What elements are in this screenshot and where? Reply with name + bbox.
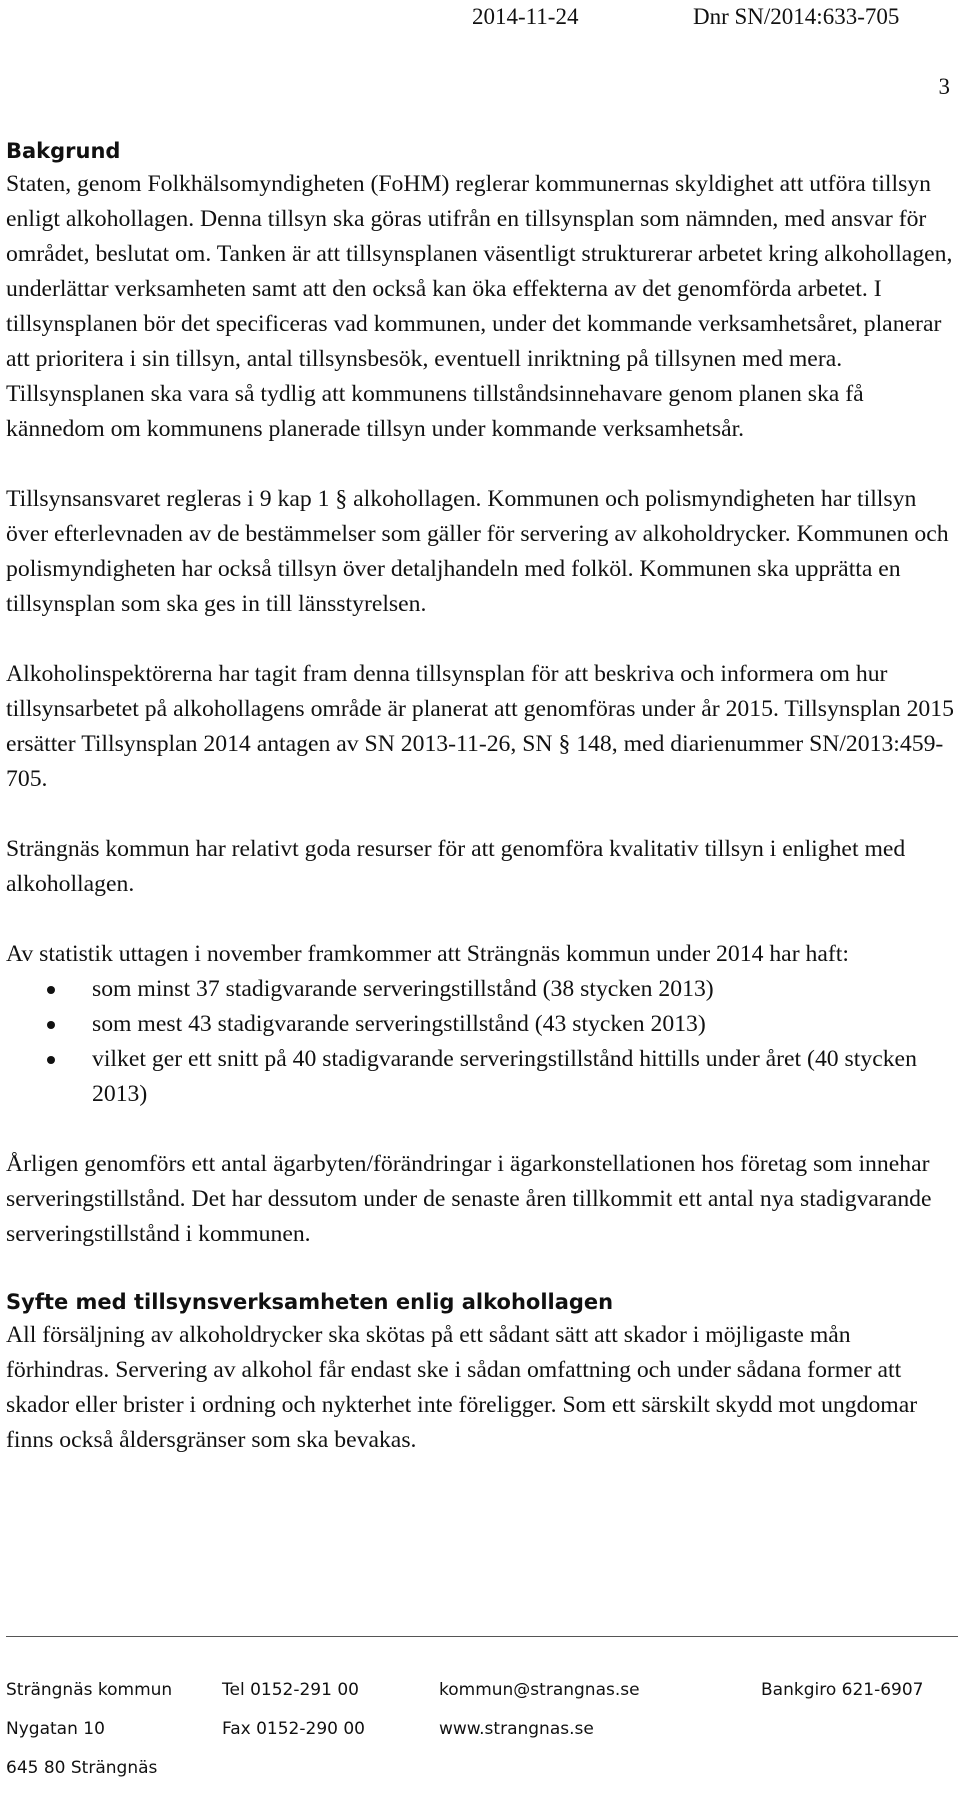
ownership-change-paragraph: Årligen genomförs ett antal ägarbyten/förändringar i ägarkonstellationen hos företag som innehar serveringstillstånd. Det har dessutom under de senaste åren tillkommit ett antal nya stadigvarande serveringstillstånd i kommunen.	[6, 1151, 932, 1247]
purpose-heading: Syfte med tillsynsverksamheten enlig alkohollagen	[6, 1290, 614, 1314]
statistics-item-text: vilket ger ett snitt på 40 stadigvarande serveringstillstånd hittills under året (40 stycken 2013)	[92, 1046, 917, 1107]
page-number: 3	[938, 74, 950, 99]
background-paragraph-3: Alkoholinspektörerna har tagit fram denna tillsynsplan för att beskriva och informera om hur tillsynsarbetet på alkohollagens område är planerat att genomföras under år 2015. Tillsynsplan 2015 ersätter Tillsynsplan 2014 antagen av SN 2013-11-26, SN § 148, med diarienummer SN/2013:459-705.	[6, 661, 954, 792]
statistics-item	[6, 1042, 954, 1112]
purpose-paragraph: All försäljning av alkoholdrycker ska skötas på ett sådant sätt att skador i möjligaste mån förhindras. Servering av alkohol får endast ske i sådan omfattning och under sådana former att skador eller brister i ordning och nykterhet inte föreligger. Som ett särskilt skydd mot ungdomar finns också åldersgränser som ska bevakas.	[6, 1322, 918, 1453]
statistics-item	[6, 972, 954, 1007]
bullet-icon	[47, 1021, 55, 1029]
statistics-list	[6, 972, 954, 1112]
footer-postal-address: 645 80 Strängnäs	[6, 1758, 158, 1778]
statistics-item-text: som mest 43 stadigvarande serveringstillstånd (43 stycken 2013)	[92, 1011, 706, 1037]
document-body	[6, 136, 954, 1458]
background-paragraph-2: Tillsynsansvaret regleras i 9 kap 1 § alkohollagen. Kommunen och polismyndigheten har tillsyn över efterlevnaden av de bestämmelser som gäller för servering av alkoholdrycker. Kommunen och polismyndigheten har också tillsyn över detaljhandeln med folköl. Kommunen ska upprätta en tillsynsplan som ska ges in till länsstyrelsen.	[6, 486, 949, 617]
footer-bankgiro: Bankgiro 621-6907	[761, 1680, 924, 1700]
footer-street-address: Nygatan 10	[6, 1719, 105, 1739]
statistics-item-text: som minst 37 stadigvarande serveringstillstånd (38 stycken 2013)	[92, 976, 714, 1002]
footer-row-3	[6, 1758, 954, 1797]
purpose-section	[6, 1287, 954, 1458]
statistics-intro: Av statistik uttagen i november framkommer att Strängnäs kommun under 2014 har haft:	[6, 941, 849, 967]
footer-divider	[6, 1636, 958, 1637]
page-footer	[6, 1680, 954, 1797]
document-reference-number: Dnr SN/2014:633-705	[693, 4, 900, 29]
footer-fax: Fax 0152-290 00	[222, 1719, 365, 1739]
footer-telephone: Tel 0152-291 00	[222, 1680, 359, 1700]
bullet-icon	[47, 1056, 55, 1064]
bullet-icon	[47, 986, 55, 994]
background-paragraph-1: Staten, genom Folkhälsomyndigheten (FoHM) reglerar kommunernas skyldighet att utföra tillsyn enligt alkohollagen. Denna tillsyn ska göras utifrån en tillsynsplan som nämnden, med ansvar för området, beslutat om. Tanken är att tillsynsplanen väsentligt strukturerar arbetet kring alkohollagen, underlättar verksamheten samt att den också kan öka effekterna av det genomförda arbetet. I tillsynsplanen bör det specificeras vad kommunen, under det kommande verksamhetsåret, planerar att prioritera i sin tillsyn, antal tillsynsbesök, eventuell inriktning på tillsynen med mera. Tillsynsplanen ska vara så tydlig att kommunens tillståndsinnehavare genom planen ska få kännedom om kommunens planerade tillsyn under kommande verksamhetsår.	[6, 171, 953, 442]
footer-organization: Strängnäs kommun	[6, 1680, 173, 1700]
footer-row-2	[6, 1719, 954, 1758]
footer-row-1	[6, 1680, 954, 1719]
background-paragraph-4: Strängnäs kommun har relativt goda resurser för att genomföra kvalitativ tillsyn i enlighet med alkohollagen.	[6, 836, 906, 897]
statistics-item	[6, 1007, 954, 1042]
footer-website: www.strangnas.se	[439, 1719, 594, 1739]
background-heading: Bakgrund	[6, 139, 121, 163]
page-header	[0, 4, 960, 40]
footer-email: kommun@strangnas.se	[439, 1680, 640, 1700]
document-date: 2014-11-24	[472, 4, 579, 29]
background-section	[6, 136, 954, 1252]
